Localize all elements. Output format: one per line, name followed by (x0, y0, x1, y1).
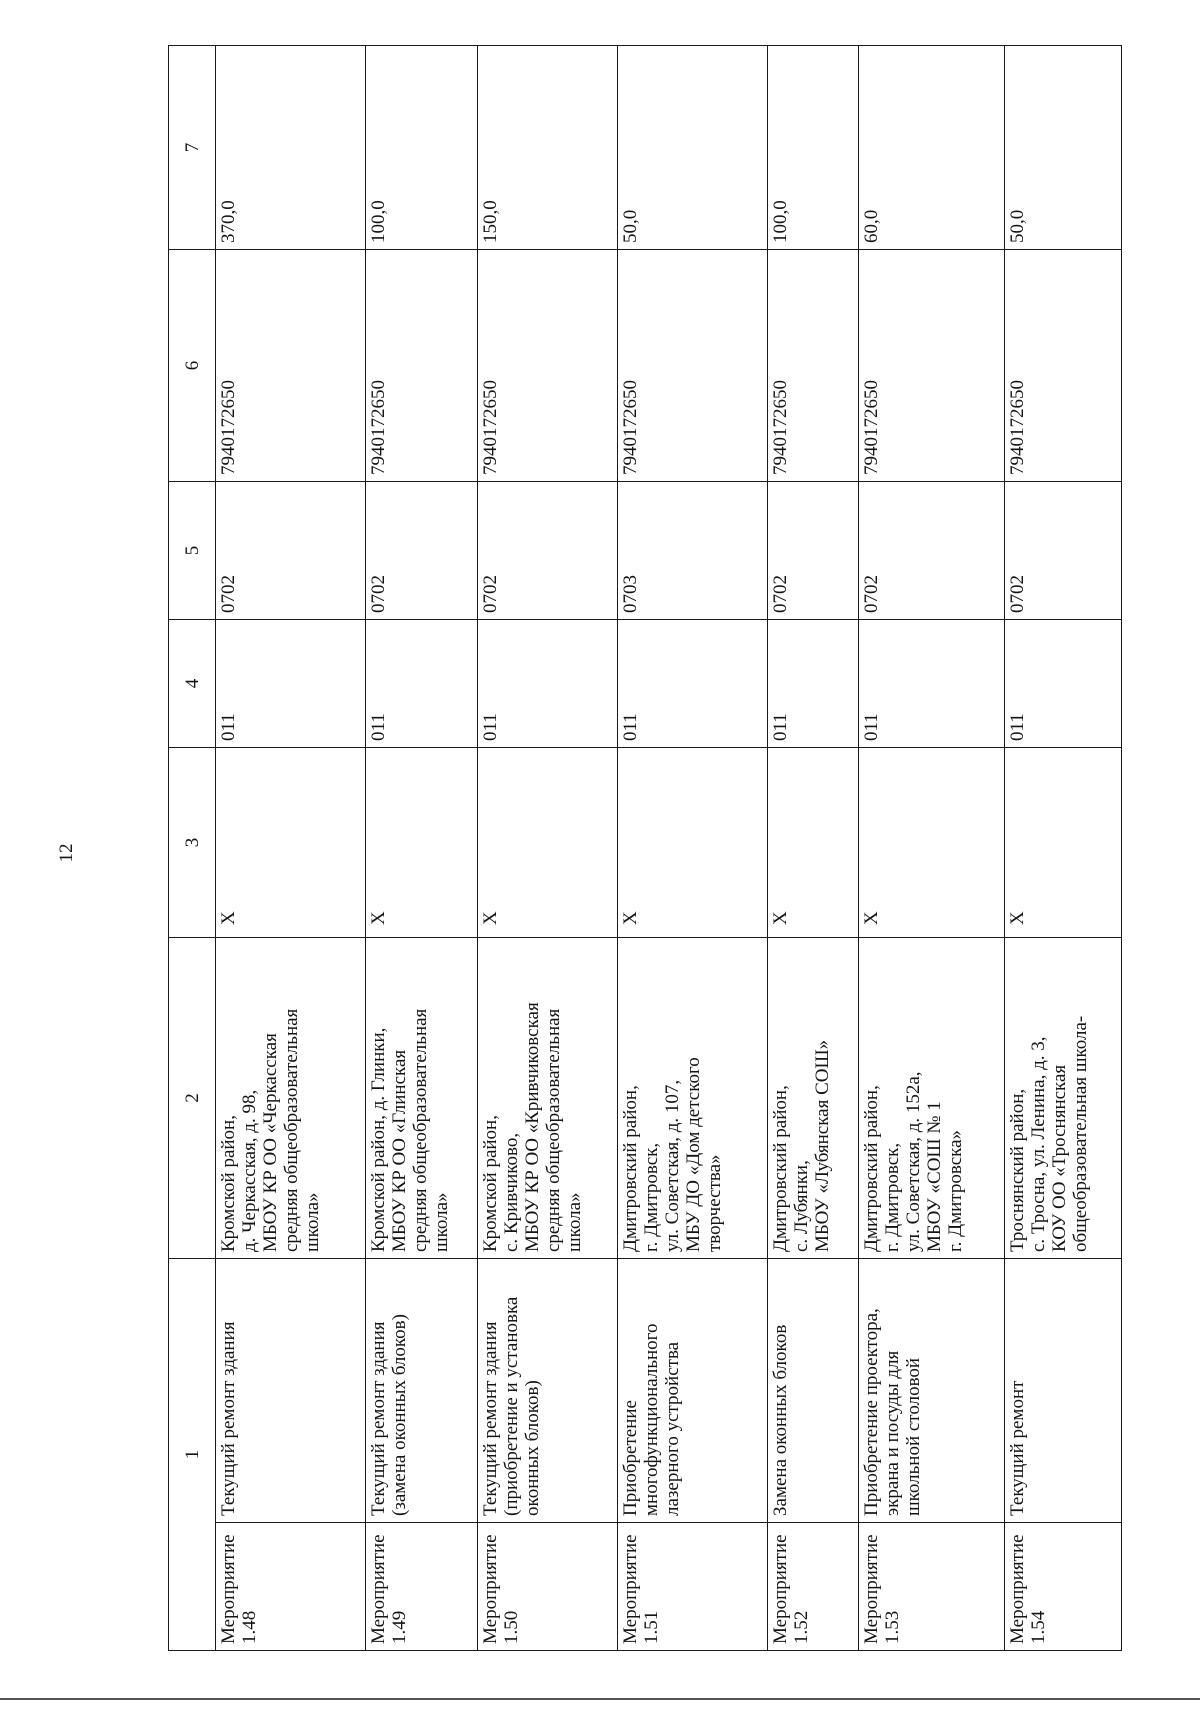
code-cell: 011 (767, 620, 858, 748)
location-cell: Дмитровский район, г. Дмитровск, ул. Советская, д. 152а, МБОУ «СОШ № 1 г. Дмитровска» (858, 938, 1005, 1259)
table-row (858, 46, 1005, 1651)
mark-cell: Х (478, 748, 618, 938)
table-row (1005, 46, 1122, 1651)
table-body (216, 46, 1122, 1651)
header-col-2: 2 (169, 938, 216, 1259)
event-id-cell: Мероприятие 1.54 (1005, 1523, 1122, 1651)
header-col-4: 4 (169, 620, 216, 748)
table-row (767, 46, 858, 1651)
amount-cell: 50,0 (617, 46, 767, 250)
mark-cell: Х (216, 748, 366, 938)
budget-table (168, 45, 1122, 1651)
section-cell: 0702 (478, 482, 618, 620)
target-article-cell: 7940172650 (767, 250, 858, 482)
header-col-6: 6 (169, 250, 216, 482)
page-number: 12 (56, 843, 77, 863)
target-article-cell: 7940172650 (858, 250, 1005, 482)
location-cell: Дмитровский район, г. Дмитровск, ул. Советская, д. 107, МБУ ДО «Дом детского творчества» (617, 938, 767, 1259)
code-cell: 011 (478, 620, 618, 748)
target-article-cell: 7940172650 (1005, 250, 1122, 482)
amount-cell: 50,0 (1005, 46, 1122, 250)
table-row (617, 46, 767, 1651)
section-cell: 0702 (216, 482, 366, 620)
event-name-cell: Текущий ремонт здания (замена оконных блоков) (365, 1259, 477, 1523)
code-cell: 011 (858, 620, 1005, 748)
target-article-cell: 7940172650 (478, 250, 618, 482)
target-article-cell: 7940172650 (216, 250, 366, 482)
code-cell: 011 (1005, 620, 1122, 748)
amount-cell: 60,0 (858, 46, 1005, 250)
header-col-7: 7 (169, 46, 216, 250)
mark-cell: Х (617, 748, 767, 938)
location-cell: Кромской район, д. Черкасская, д. 98, МБОУ КР ОО «Черкасская средняя общеобразовательная школа» (216, 938, 366, 1259)
location-cell: Кромской район, д. Глинки, МБОУ КР ОО «Глинская средняя общеобразовательная школа» (365, 938, 477, 1259)
mark-cell: Х (365, 748, 477, 938)
location-cell: Троснянский район, с. Тросна, ул. Ленина, д. 3, КОУ ОО «Троснянская общеобразовательная школа- (1005, 938, 1122, 1259)
scan-edge-line (0, 1698, 1200, 1700)
event-name-cell: Приобретение многофункционального лазерного устройства (617, 1259, 767, 1523)
event-id-cell: Мероприятие 1.52 (767, 1523, 858, 1651)
header-row (169, 46, 216, 1651)
section-cell: 0702 (365, 482, 477, 620)
section-cell: 0702 (1005, 482, 1122, 620)
code-cell: 011 (365, 620, 477, 748)
header-col-3: 3 (169, 748, 216, 938)
code-cell: 011 (617, 620, 767, 748)
event-name-cell: Текущий ремонт (1005, 1259, 1122, 1523)
section-cell: 0702 (767, 482, 858, 620)
amount-cell: 100,0 (767, 46, 858, 250)
target-article-cell: 7940172650 (365, 250, 477, 482)
mark-cell: Х (767, 748, 858, 938)
table-row (216, 46, 366, 1651)
code-cell: 011 (216, 620, 366, 748)
rotated-table-container (168, 46, 1122, 1651)
mark-cell: Х (858, 748, 1005, 938)
table-row (478, 46, 618, 1651)
event-name-cell: Текущий ремонт здания (приобретение и установка оконных блоков) (478, 1259, 618, 1523)
location-cell: Дмитровский район, с. Лубянки, МБОУ «Лубянская СОШ» (767, 938, 858, 1259)
event-id-cell: Мероприятие 1.53 (858, 1523, 1005, 1651)
header-col-5: 5 (169, 482, 216, 620)
section-cell: 0702 (858, 482, 1005, 620)
event-name-cell: Приобретение проектора, экрана и посуды для школьной столовой (858, 1259, 1005, 1523)
event-id-cell: Мероприятие 1.48 (216, 1523, 366, 1651)
amount-cell: 150,0 (478, 46, 618, 250)
event-name-cell: Замена оконных блоков (767, 1259, 858, 1523)
event-id-cell: Мероприятие 1.51 (617, 1523, 767, 1651)
amount-cell: 100,0 (365, 46, 477, 250)
event-id-cell: Мероприятие 1.50 (478, 1523, 618, 1651)
target-article-cell: 7940172650 (617, 250, 767, 482)
location-cell: Кромской район, с. Кривчиково, МБОУ КР ОО «Кривчиковская средняя общеобразовательная школа» (478, 938, 618, 1259)
amount-cell: 370,0 (216, 46, 366, 250)
event-id-cell: Мероприятие 1.49 (365, 1523, 477, 1651)
section-cell: 0703 (617, 482, 767, 620)
event-name-cell: Текущий ремонт здания (216, 1259, 366, 1523)
mark-cell: Х (1005, 748, 1122, 938)
table-row (365, 46, 477, 1651)
header-col-1: 1 (169, 1259, 216, 1651)
